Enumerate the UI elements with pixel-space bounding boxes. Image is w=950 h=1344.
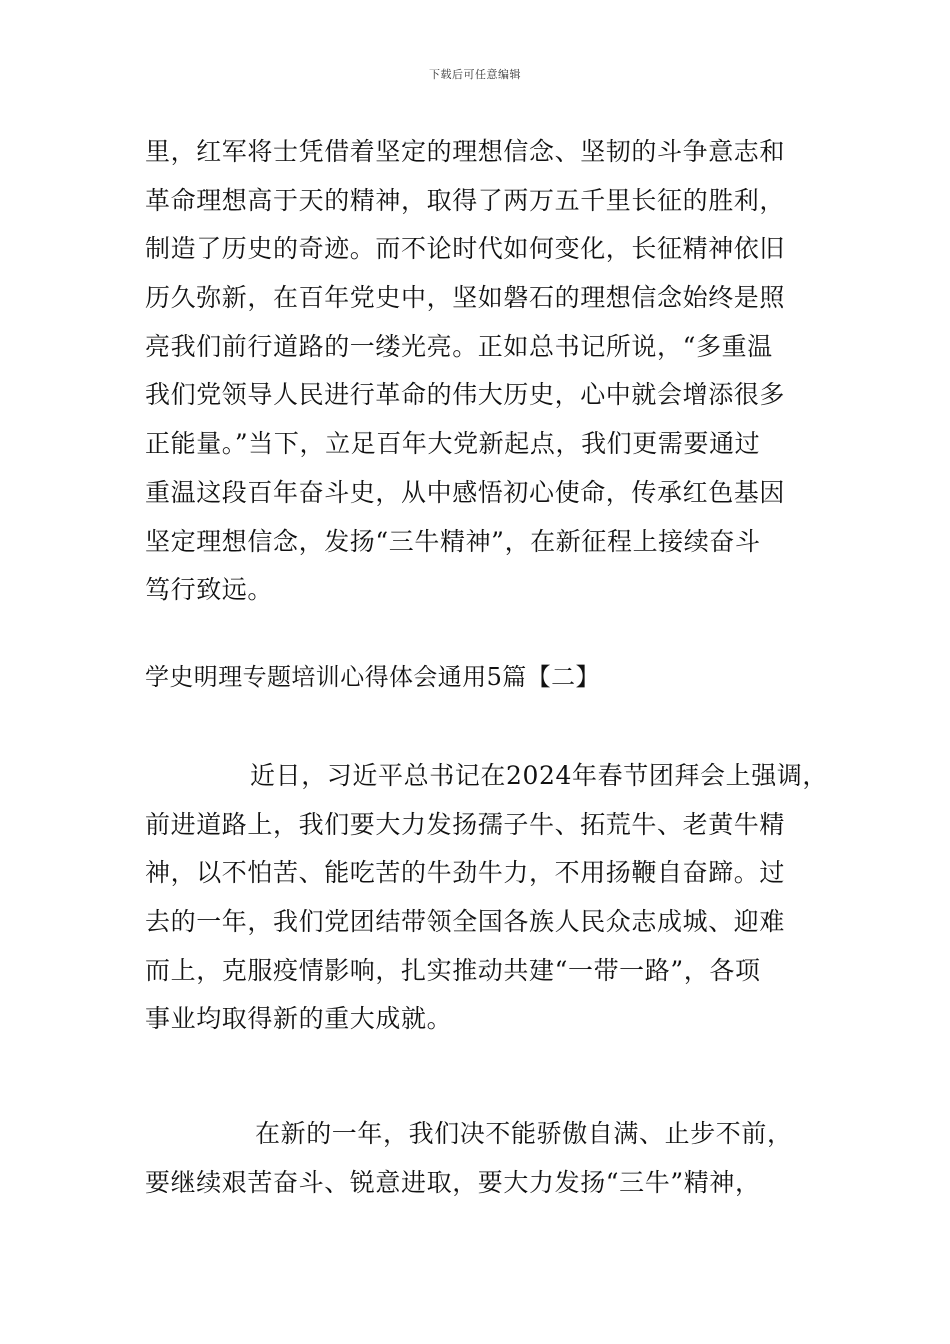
- text-line: 而上，克服疫情影响，扎实推动共建“一带一路”，各项: [145, 955, 761, 985]
- text-line: 正能量。”当下，立足百年大党新起点，我们更需要通过: [145, 429, 761, 459]
- text-line: 近日，习近平总书记在2024年春节团拜会上强调，: [250, 760, 829, 790]
- text-line: 我们党领导人民进行革命的伟大历史，心中就会增添很多: [145, 380, 786, 410]
- paragraph-2: [145, 752, 829, 1044]
- text-line: 里，红军将士凭借着坚定的理想信念、坚韧的斗争意志和: [145, 137, 786, 166]
- paragraph-3: [145, 1110, 815, 1207]
- text-line: 事业均取得新的重大成就。: [145, 1004, 453, 1034]
- text-line: 去的一年，我们党团结带领全国各族人民众志成城、迎难: [145, 906, 786, 936]
- text-line: 在新的一年，我们决不能骄傲自满、止步不前，: [255, 1119, 793, 1148]
- text-line: 要继续艰苦奋斗、锐意进取，要大力发扬“三牛”精神，: [145, 1167, 761, 1197]
- text-line: 神，以不怕苦、能吃苦的牛劲牛力，不用扬鞭自奋蹄。过: [145, 858, 786, 888]
- text-line: 重温这段百年奋斗史，从中感悟初心使命，传承红色基因: [145, 477, 786, 507]
- text-line: 亮我们前行道路的一缕光亮。正如总书记所说，“多重温: [145, 331, 773, 361]
- paragraph-1: [145, 128, 815, 615]
- text-line: 制造了历史的奇迹。而不论时代如何变化，长征精神依旧: [145, 234, 786, 264]
- header-note: 下载后可任意编辑: [429, 68, 521, 81]
- text-line: 历久弥新，在百年党史中，坚如磐石的理想信念始终是照: [145, 283, 786, 313]
- text-line: 前进道路上，我们要大力发扬孺子牛、拓荒牛、老黄牛精: [145, 809, 786, 839]
- document-body: [145, 128, 829, 1207]
- text-line: 笃行致远。: [145, 575, 274, 605]
- section-heading: 学史明理专题培训心得体会通用5篇【二】: [145, 662, 600, 691]
- text-line: 坚定理想信念，发扬“三牛精神”，在新征程上接续奋斗: [145, 526, 761, 556]
- text-line: 革命理想高于天的精神，取得了两万五千里长征的胜利，: [145, 185, 786, 215]
